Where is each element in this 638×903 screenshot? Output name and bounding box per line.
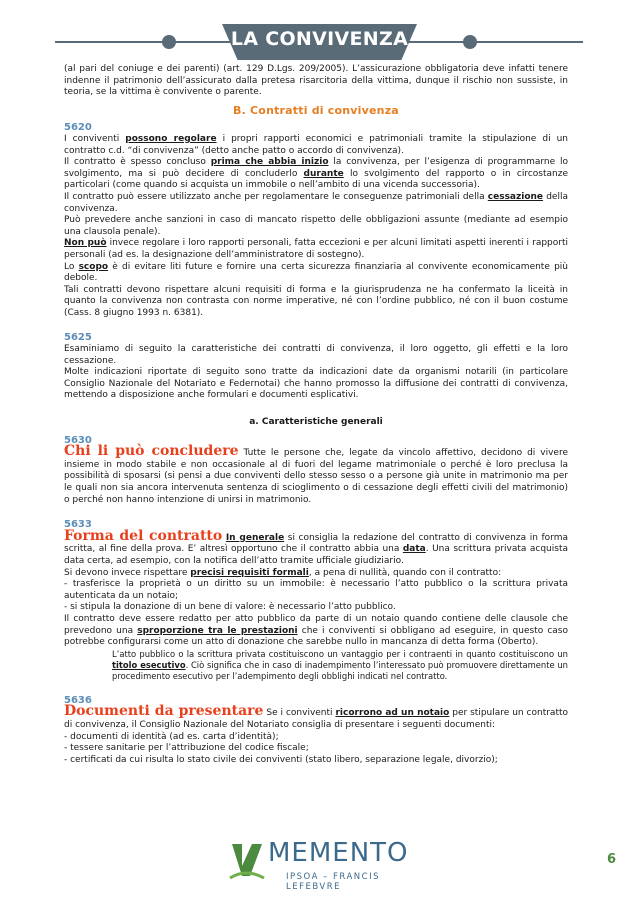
paragraph: Esaminiamo di seguito la caratteristiche dei contratti di convivenza, il loro oggetto, gli effetti e la loro cessazione. <box>64 344 568 366</box>
logo-subtitle: IPSOA – FRANCIS LEFEBVRE <box>286 872 380 892</box>
paragraph-number: 5636 <box>64 694 92 706</box>
paragraph: Molte indicazioni riportate di seguito sono tratte da indicazioni date da organismi notarili (in particolare Consiglio Nazionale del Notariato e Federnotai) che hanno promosso la diffusione dei contratti di convivenza, mettendo a disposizione anche formulari e documenti esplicativi. <box>64 367 568 401</box>
page-number: 6 <box>606 852 616 867</box>
memento-logo <box>228 838 418 896</box>
paragraph: Documenti da presentare Se i conviventi ricorrono ad un notaio per stipulare un contratto di convivenza, il Consiglio Nazionale del Notariato consiglia di presentare i seguenti documenti: <box>64 703 569 730</box>
paragraph: Il contratto è spesso concluso prima che abbia inizio la convivenza, per l’esigenza di programmarne lo svolgimento, ma si può decidere di concluderlo durante lo svolgimento del rapporto o in circostanze particolari (come quando si acquista un immobile o nell’ambito di una vicenda successoria). <box>64 157 569 191</box>
paragraph: Può prevedere anche sanzioni in caso di mancato rispetto delle obbligazioni assunte (mediante ad esempio una clausola penale). <box>64 215 568 237</box>
list-item: - documenti di identità (ad es. carta d’identità); <box>64 731 279 742</box>
paragraph: Tali contratti devono rispettare alcuni requisiti di forma e la giurisprudenza ne ha confermato la liceità in quanto la convivenza non contrasta con norme imperative, né con l’ordine pubblico, né con il buon costume (Cass. 8 giugno 1993 n. 6381). <box>64 284 568 318</box>
page-title: LA CONVIVENZA <box>230 28 409 50</box>
paragraph: Si devono invece rispettare precisi requisiti formali, a pena di nullità, quando con il contratto: <box>64 567 502 578</box>
subsection-heading: a. Caratteristiche generali <box>249 417 383 428</box>
intro-paragraph: (al pari del coniuge e dei parenti) (art. 129 D.Lgs. 209/2005). L’assicurazione obbligatoria deve infatti tenere indenne il patrimonio dell’assicurato dalla pretesa risarcitoria della vittima, dunque il rischio non sussiste, in teoria, se la vittima è convivente o parente. <box>64 64 568 98</box>
paragraph: - si stipula la donazione di un bene di valore: è necessario l’atto pubblico. <box>64 602 396 613</box>
header-dot-left <box>162 35 176 49</box>
paragraph-number: 5620 <box>64 122 92 134</box>
header-rule-right <box>408 41 583 43</box>
list-item: - tessere sanitarie per l’attribuzione del codice fiscale; <box>64 743 309 754</box>
topic-heading: Forma del contratto <box>64 527 223 544</box>
header-rule-left <box>55 41 230 43</box>
document-body <box>64 64 568 766</box>
paragraph: Il contratto può essere utilizzato anche per regolamentare le conseguenze patrimoniali della cessazione della convivenza. <box>64 191 568 214</box>
paragraph-number: 5625 <box>64 332 92 344</box>
paragraph: - trasferisce la proprietà o un diritto su un immobile: è necessario l’atto pubblico o la scrittura privata autenticata da un notaio; <box>64 579 568 601</box>
list-item: - certificati da cui risulta lo stato civile dei conviventi (stato libero, separazione legale, divorzio); <box>64 754 498 765</box>
topic-heading: Documenti da presentare <box>64 703 264 720</box>
paragraph: Lo scopo è di evitare liti future e fornire una certa sicurezza finanziaria al convivente economicamente più debole. <box>64 261 568 284</box>
paragraph: Il contratto deve essere redatto per atto pubblico da parte di un notaio quando contiene delle clausole che prevedono una sproporzione tra le prestazioni che i conviventi si obbligano ad eseguire, in questo caso potrebbe configurarsi come un atto di donazione che sarebbe nullo in mancanza di detta forma (Oberto). <box>64 613 569 648</box>
paragraph: I conviventi possono regolare i propri rapporti economici e patrimoniali tramite la stipulazione di un contratto c.d. “di convivenza” (detto anche patto o accordo di convivenza). <box>64 133 568 156</box>
topic-heading: Chi li può concludere <box>64 443 239 460</box>
note-paragraph: L’atto pubblico o la scrittura privata costituiscono un vantaggio per i contraenti in quanto costituiscono un titolo esecutivo. Ciò significa che in caso di inadempimento l’interessato può promuovere direttamente un procedimento esecutivo per l’adempimento degli obblighi indicati nel contratto. <box>112 648 568 681</box>
logo-wordmark: MEMENTO <box>268 838 409 868</box>
paragraph: Forma del contratto In generale si consiglia la redazione del contratto di convivenza in forma scritta, al fine della prova. E’ altresì opportuno che il contratto abbia una data. Una scrittura privata acquista data certa, ad esempio, con la notifica dell’atto tramite ufficiale giudiziario. <box>64 527 568 566</box>
page-header <box>0 22 638 62</box>
paragraph-number: 5633 <box>64 519 92 531</box>
paragraph: Non può invece regolare i loro rapporti personali, fatta eccezioni e per alcuni limitati aspetti inerenti i rapporti personali (ad es. la designazione dell’amministratore di sostegno). <box>64 238 569 260</box>
paragraph: Chi li può concludere Tutte le persone che, legate da vincolo affettivo, decidono di vivere insieme in modo stabile e non occasionale al di fuori del legame matrimoniale o perché è loro preclusa la possibilità di sposarsi (si pensi a due conviventi dello stesso sesso o a persone già unite in matrimonio ma per le quali non sia ancora intervenuta sentenza di scioglimento o di cessazione degli effetti civili del matrimonio) o perché non hanno intenzione di unirsi in matrimonio. <box>64 443 568 505</box>
section-heading: B. Contratti di convivenza <box>233 103 399 117</box>
logo-icon <box>228 838 268 882</box>
paragraph-number: 5630 <box>64 434 92 446</box>
